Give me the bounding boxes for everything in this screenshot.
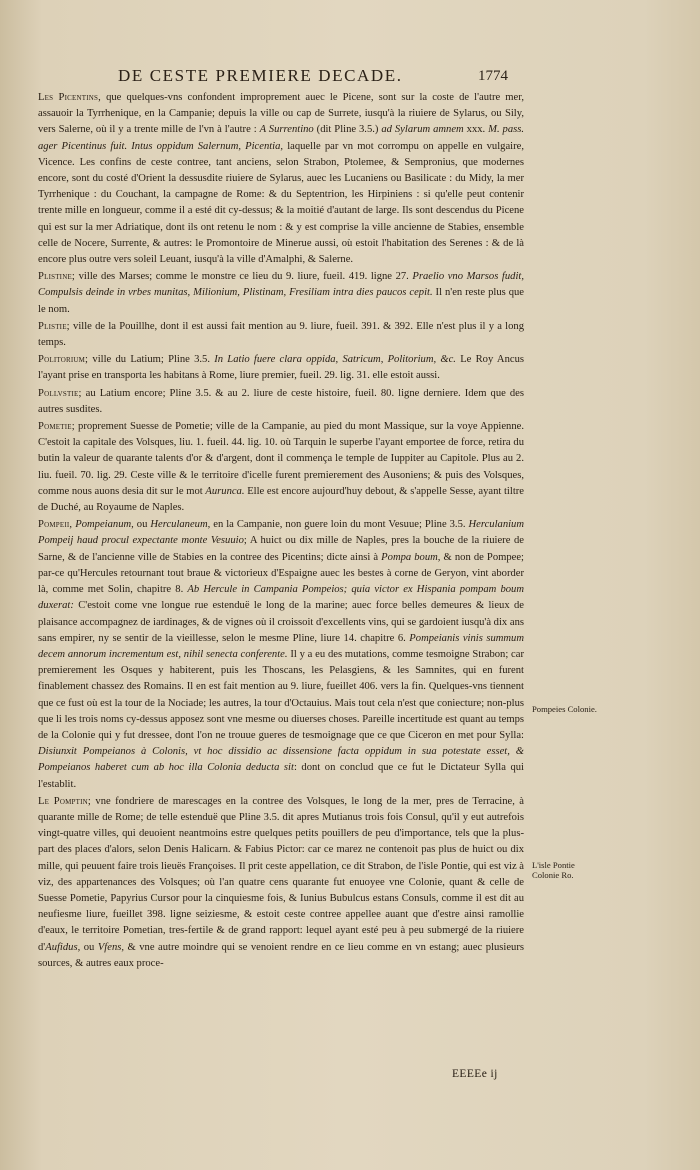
text-run: Il n'en reste plus que le nom.	[38, 287, 524, 315]
text-run: au Latium encore; Pline 3.5. & au 2. liure de ceste histoire, fueil. 80. ligne derniere. Idem que des autres susdites.	[38, 387, 524, 415]
entry-head: Le Pomptin;	[38, 795, 92, 807]
folio-number: 1774	[478, 68, 508, 84]
text-run: laquelle par vn mot corrompu on appelle en vulgaire, Vicence. Les confins de ceste contree, tant anciens, selon Strabon, Ptolemee, & Sempronius, que modernes encore, sont du costé d'Orient la dessusdite riuiere de Sylarus, auec les Lucaniens ou Basilicate : du Midy, la mer Tyrrhenique : du Couchant, la campagne de Rome: & du Septentrion, les Hirpiniens : si qu'elle peut contenir trente mille en longueur, comme il a esté dit cy-dessus; & la moitié d'autant de large. Ils sont descendus du Picene qui est sur la mer Adriatique, dont ils ont retenu le nom : & y est comprise la ville ancienne de Stabies, ensemble celle de Nocere, Surrente, & autres: le Promontoire de Minerue aussi, où estoit l'habitation des Serenes : & de là encore plus outre vers soleil Leuant, iusqu'à la ville d'Amalphi, & Salerne.	[38, 140, 524, 266]
signature-catchword: EEEEe ij	[452, 1068, 498, 1080]
margin-note-pompeies: Pompeies Colonie.	[532, 704, 597, 714]
text-run: Il y a eu des mutations, comme tesmoigne Strabon; car premierement les Osques y habiterent, puis les Thoscans, les Pelasgiens, & les Samnites, qui en furent finablement chassez des Romains. Il en est fait mention au 9. liure, fueillet 406. vers la fin. Quelques-vns tiennent que ce fust où est la tour de la Nociade; les autres, la tour d'Octauius. Mais tout cela n'est que coniecture; non-plus que li les trois noms cy-dessus apposez sont vne mesme ou diuerses choses. Pareille incertitude est quant au temps de la Colonie qui y fut dressee, dont l'on ne trouue gueres de tesmoignage que ce que Ciceron en met pour Sylla:	[38, 648, 524, 741]
text-run: C'estoit come vne longue rue estenduë le long de la marine; auec force belles demeures & lieux de plaisance accompagnez de iardinages, & de vignes où il croissoit d'excellents vins, qui se gardoient iusqu'à dix ans sans empirer, ny se sentir de la vieillesse, selon le mesme Pline, liure 14. chapitre 6.	[38, 600, 524, 644]
latin-quotation: A Surrentino	[259, 124, 314, 136]
latin-quotation: Praelio vno Marsos fudit, Compulsis deinde in vrbes munitas, Milionium, Plistinam, Fresiliam intra dies paucos cepit.	[38, 271, 524, 299]
entry-pollustie	[38, 386, 524, 418]
body-text	[38, 90, 524, 973]
latin-quotation: Aurunca.	[205, 485, 245, 497]
entry-pomptin	[38, 794, 524, 972]
latin-quotation: Pompeianum,	[75, 519, 134, 531]
latin-quotation: Disiunxit Pompeianos à Colonis, vt hoc dissidio ac dissensione facta oppidum in sua potestate esset, & Pompeianos haberet cum ab hoc illa Colonia deducta sit	[38, 746, 524, 774]
entry-picentins	[38, 90, 524, 268]
text-run: ; A huict ou dix mille de Naples, pres la bouche de la riuiere de Sarne, & de l'ancienne ville de Stabies en la contree des Picentins; dicte ainsi à	[38, 535, 525, 563]
text-run: vne fondriere de marescages en la contree des Volsques, le long de la mer, pres de Terracine, à quarante mille de Rome; de telle estenduë que Pline 3.5. dit apres Mutianus trois fois Consul, qu'il y eut autrefois vingt-quatre villes, qui deuoient neantmoins estre quelques petits pouillers de peu d'importance, tels que la plus-part des places d'alors, selon Denis Halicarn. & Fabius Pictor: car ce marez ne contenoit pas plus de huict ou dix mille, qui peuuent faire trois lieuës Françoises. Il prit ceste appellation, ce dit Strabon, de l'isle Pontie, qui est viz à viz, des appartenances des Volsques; où l'an quatre cens quarante fut enuoyee vne Colonie, quant & celle de Suesse Pometie, Papyrius Cursor pour la cinquiesme fois, & Iunius Bubulcus estans Consuls, comme il est dit au neufiesme liure, fueillet 398. ligne seiziesme, & estoit ceste contree appellee auant que d'estre ainsi ramollie d'eaux, le territoire Pometian, tres-fertile & de grand rapport: lequel ayant esté peu à peu submergé de la riuiere d'	[38, 795, 524, 953]
entry-head: Pompeii,	[38, 519, 73, 531]
entry-plistine	[38, 269, 524, 318]
latin-quotation: Pompa boum,	[381, 551, 441, 563]
entry-pompeii	[38, 517, 524, 792]
latin-quotation: Aufidus,	[45, 941, 81, 953]
text-run: ville de la Pouillhe, dont il est aussi fait mention au 9. liure, fueil. 391. & 392. Elle n'est plus il y a long temps.	[38, 320, 524, 349]
text-run: ville du Latium; Pline 3.5.	[88, 354, 215, 366]
entry-head: Les Picentins,	[38, 92, 101, 103]
text-run: Elle est encore aujourd'huy debout, & s'appelle Sesse, ayant tiltre de Duché, au Royaume de Naples.	[38, 485, 524, 514]
text-run: & vne autre moindre qui se venoient rendre en ce lieu comme en vn estang; auec plusieurs sources, & autres eaux proce-	[38, 941, 524, 969]
running-head	[0, 66, 700, 90]
entry-pometie	[38, 419, 524, 516]
entry-head: Plistie;	[38, 320, 70, 332]
text-run: ou	[133, 519, 151, 531]
latin-quotation: Herculaneum,	[150, 519, 211, 531]
latin-quotation: Herculanium Pompeij haud procul expectante monte Vesuuio	[38, 519, 525, 547]
text-run: que quelques-vns confondent improprement auec le Picene, sont sur la coste de l'autre mer, assauoir la Tyrrhenique, en la Campanie; depuis la ville ou cap de Surrete, iusqu'à la riuiere de Sylarus, ou Sily, vers Salerne, où il y a trente mille de l'vn à l'autre :	[38, 92, 525, 136]
margin-note-pontie: L'isle Pontie Colonie Ro.	[532, 860, 575, 880]
running-title: DE CESTE PREMIERE DECADE.	[118, 66, 403, 85]
latin-quotation: Ab Hercule in Campania Pompeios; quia victor ex Hispania pompam boum duxerat:	[38, 584, 524, 612]
entry-head: Pometie;	[38, 421, 75, 433]
text-run: xxx.	[463, 124, 489, 136]
entry-head: Plistine;	[38, 271, 76, 283]
text-run: ville des Marses; comme le monstre ce lieu du 9. liure, fueil. 419. ligne 27.	[75, 271, 413, 283]
entry-head: Politorium;	[38, 354, 89, 366]
latin-quotation: ad Sylarum amnem	[381, 124, 464, 136]
entry-head: Pollvstie;	[38, 387, 82, 399]
text-run: : dont on conclud que ce fut le Dictateur Sylla qui l'establit.	[38, 762, 524, 790]
latin-quotation: M. pass. ager Picentinus fuit. Intus oppidum Salernum, Picentia,	[38, 124, 525, 152]
text-run: proprement Suesse de Pometie; ville de la Campanie, au pied du mont Massique, sur la voye Appienne. C'estoit la capitale des Volsques, liu. 1. fueil. 44. lig. 10. où Tarquin le superbe l'ayant emportee de force, retira du butin la valeur de quarante talents d'or & d'argent, dont il commença le temple de Iuppiter au Capitole. Plus au 2. liu. fueil. 70. lig. 29. Ceste ville & le territoire d'icelle furent premierement des Ausoniens; & puis des Volsques, comme nous auons desia dit sur le mot	[38, 421, 524, 497]
text-run: Le Roy Ancus l'ayant prise en transporta les habitans à Rome, liure premier, fueil. 29. lig. 31. elle estoit aussi.	[38, 354, 524, 382]
latin-quotation: In Latio fuere clara oppida, Satricum, Politorium, &c.	[214, 354, 456, 366]
text-run: (dit Pline 3.5.)	[313, 124, 382, 136]
text-run: & non de Pompee; par-ce qu'Hercules retournant tout braue & victorieux d'Espaigne auec les bestes à corne de Geryon, vint aborder là, comme met Solin, chapitre 8.	[38, 551, 524, 596]
entry-politorium	[38, 352, 524, 384]
latin-quotation: Pompeianis vinis summum decem annorum incrementum est, nihil senecta conferente.	[38, 632, 525, 660]
entry-plistie	[38, 319, 524, 351]
latin-quotation: Vfens,	[97, 941, 125, 953]
text-run: en la Campanie, non guere loin du mont Vesuue; Pline 3.5.	[210, 519, 469, 531]
text-run: ou	[80, 941, 98, 953]
